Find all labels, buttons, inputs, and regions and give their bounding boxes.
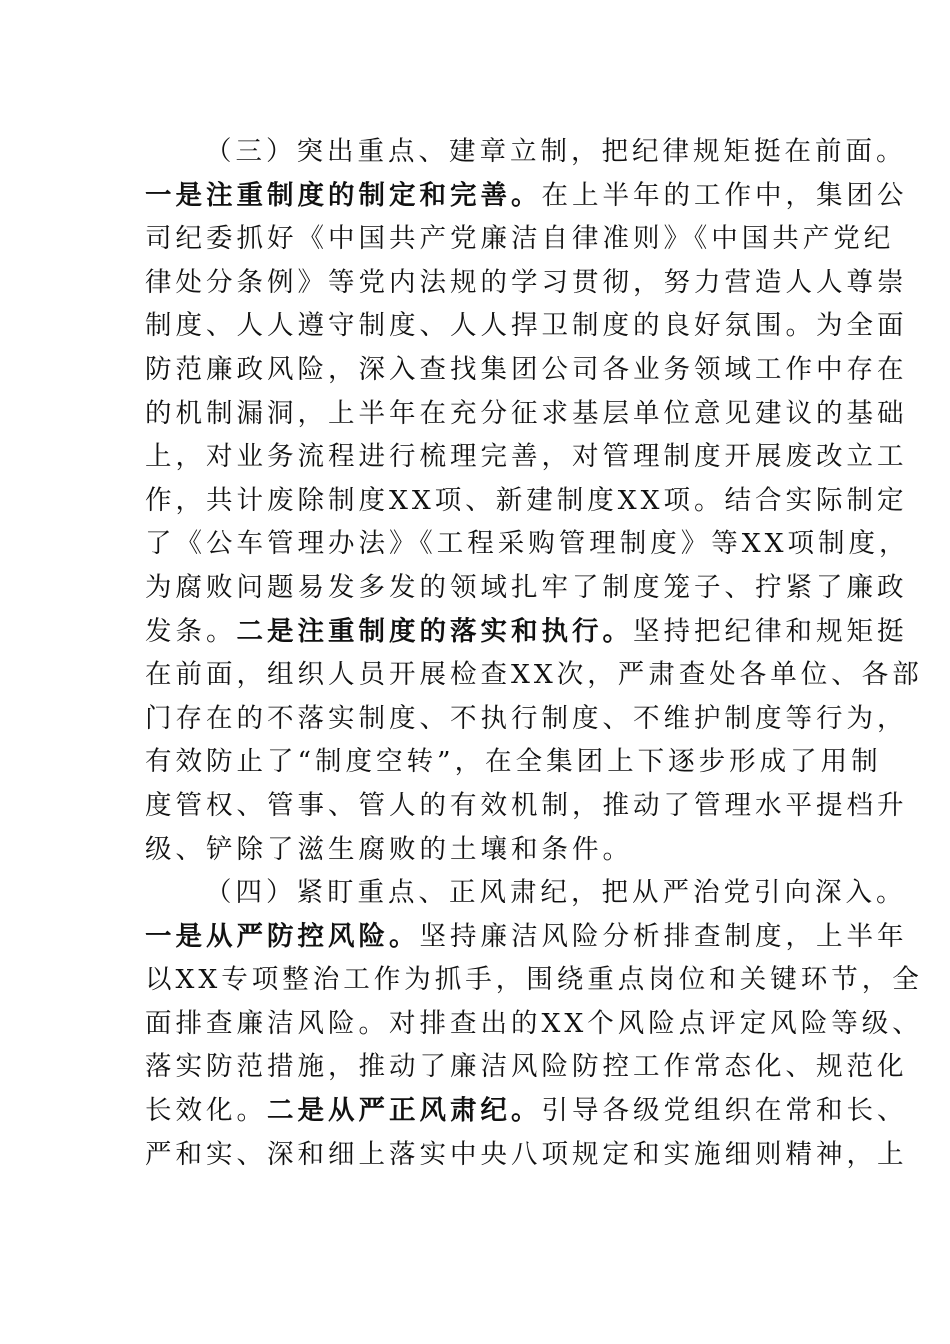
text-segment: 制度、人人遵守制度、人人捍卫制度的良好氛围。为全面 [145, 310, 908, 342]
text-line [145, 740, 882, 784]
text-segment: 引导各级党组织在常和长、 [541, 1095, 908, 1127]
text-segment: 为腐败问题易发多发的领域扎牢了制度笼子、拧紧了廉政 [145, 571, 908, 603]
text-segment: 长效化。 [145, 1095, 267, 1127]
text-line [145, 435, 908, 479]
text-line [145, 1089, 908, 1133]
text-segment: 在上半年的工作中，集团公 [541, 179, 908, 211]
text-segment: 以XX专项整治工作为抓手，围绕重点岗位和关键环节，全 [145, 964, 923, 996]
text-line [145, 697, 908, 741]
text-segment: 坚持把纪律和规矩挺 [633, 615, 908, 647]
bold-lead-phrase: 一是注重制度的制定和完善。 [145, 179, 542, 211]
section-3-heading: （三）突出重点、建章立制，把纪律规矩挺在前面。 [205, 136, 907, 167]
text-line [145, 348, 908, 392]
text-line [145, 915, 908, 959]
bold-lead-phrase: 二是注重制度的落实和执行。 [236, 615, 633, 647]
text-line [145, 1045, 908, 1089]
text-segment: 上，对业务流程进行梳理完善，对管理制度开展废改立工 [145, 441, 908, 473]
bold-lead-phrase: 二是从严正风肃纪。 [267, 1095, 542, 1127]
text-segment: 面排查廉洁风险。对排查出的XX个风险点评定风险等级、 [145, 1007, 923, 1039]
text-segment: 发条。 [145, 615, 237, 647]
text-line [145, 304, 908, 348]
section-4-paragraph [145, 871, 923, 1176]
text-line [145, 958, 923, 1002]
text-line [145, 479, 908, 523]
text-segment: 的机制漏洞，上半年在充分征求基层单位意见建议的基础 [145, 397, 908, 429]
text-line [145, 1002, 923, 1046]
text-segment: 有效防止了“制度空转”，在全集团上下逐步形成了用制 [145, 746, 882, 778]
text-segment: 严和实、深和细上落实中央八项规定和实施细则精神，上 [145, 1138, 908, 1170]
text-line [145, 566, 908, 610]
text-segment: 坚持廉洁风险分析排查制度，上半年 [419, 920, 908, 952]
text-line [145, 392, 908, 436]
text-line [145, 610, 908, 654]
text-segment: 落实防范措施，推动了廉洁风险防控工作常态化、规范化 [145, 1051, 908, 1083]
text-segment: 了《公车管理办法》《工程采购管理制度》等XX项制度， [145, 528, 910, 560]
text-segment: 度管权、管事、管人的有效机制，推动了管理水平提档升 [145, 789, 908, 821]
text-line [145, 261, 908, 305]
text-line [145, 174, 908, 218]
section-3-paragraph [145, 130, 923, 871]
text-segment: 司纪委抓好《中国共产党廉洁自律准则》《中国共产党纪 [145, 223, 895, 255]
text-line [145, 784, 908, 828]
text-segment: 律处分条例》等党内法规的学习贯彻，努力营造人人尊崇 [145, 266, 908, 298]
text-line [145, 1133, 908, 1177]
text-segment: 作，共计废除制度XX项、新建制度XX项。结合实际制定 [145, 484, 908, 516]
text-segment: 级、铲除了滋生腐败的土壤和条件。 [145, 833, 633, 865]
text-line [145, 828, 807, 872]
text-segment: 门存在的不落实制度、不执行制度、不维护制度等行为， [145, 702, 908, 734]
section-4-heading: （四）紧盯重点、正风肃纪，把从严治党引向深入。 [205, 877, 907, 909]
text-line [145, 653, 923, 697]
text-line [145, 217, 895, 261]
text-segment: 在前面，组织人员开展检查XX次，严肃查处各单位、各部 [145, 659, 923, 691]
text-segment: 防范廉政风险，深入查找集团公司各业务领域工作中存在 [145, 353, 908, 385]
bold-lead-phrase: 一是从严防控风险。 [145, 920, 420, 952]
document-page [145, 130, 923, 1176]
text-line [145, 522, 910, 566]
